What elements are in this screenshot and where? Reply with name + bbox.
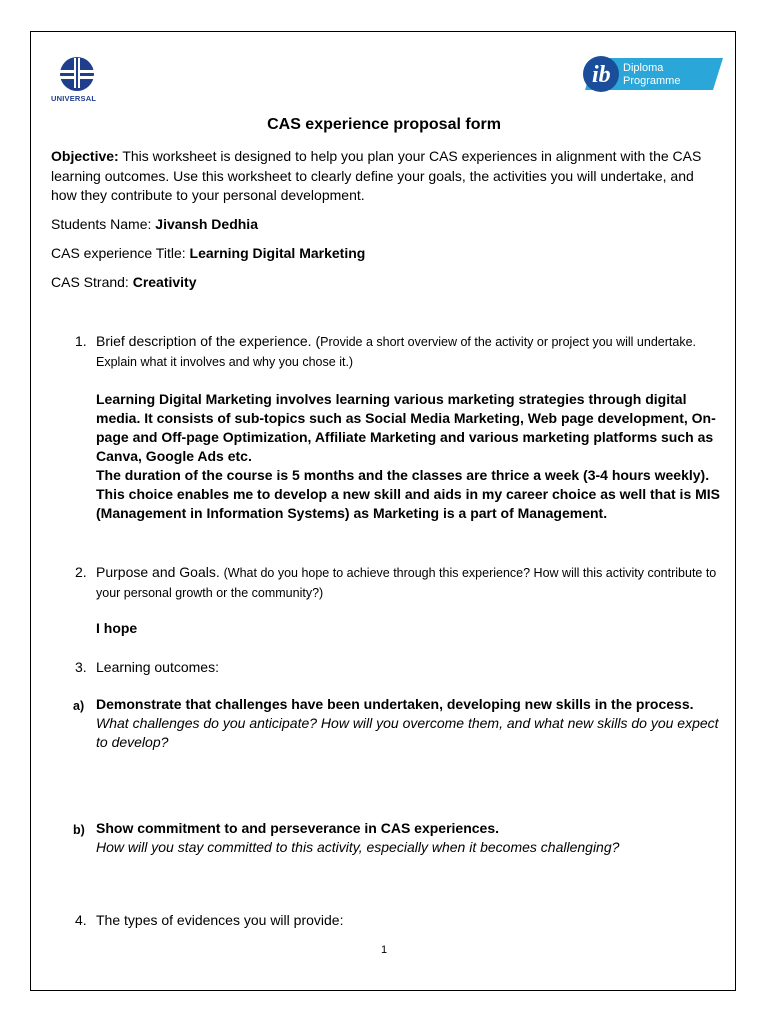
section-2-number: 2. [75, 564, 87, 580]
cas-strand-field [51, 273, 723, 293]
section-1-title: Brief description of the experience. ( [96, 333, 321, 349]
outcome-b-hint: How will you stay committed to this activity, especially when it becomes challenging? [96, 839, 620, 855]
experience-title-field [51, 244, 723, 264]
section-1-answer-para3: This choice enables me to develop a new skill and aids in my career choice as well that is MIS (Management in Information Systems) as Marketing is a part of Management. [96, 486, 721, 521]
page-number: 1 [380, 944, 388, 956]
universal-logo-text: UNIVERSAL [51, 94, 97, 103]
objective-text: This worksheet is designed to help you plan your CAS experiences in alignment with the CAS learning outcomes. Use this worksheet to clearly define your goals, the activities you will undertake, and how they contribute to your personal development. [51, 148, 702, 203]
section-1-hint: Provide a short overview of the activity or project you will undertake. Explain what it involves and why you chose it.) [96, 335, 696, 369]
section-4-title: The types of evidences you will provide: [96, 912, 344, 928]
outcome-b-letter: b) [73, 823, 85, 837]
experience-title-label: CAS experience Title: [51, 245, 190, 261]
page-title: CAS experience proposal form [267, 116, 501, 133]
section-1-heading [96, 332, 726, 372]
objective-label: Objective: [51, 148, 119, 164]
section-2-answer-text: I hope [96, 620, 138, 636]
student-name-value: Jivansh Dedhia [155, 216, 258, 232]
svg-text:Diploma: Diploma [623, 62, 664, 74]
outcome-a-hint: What challenges do you anticipate? How will you overcome them, and what new skills do you expect to develop? [96, 715, 719, 750]
document-page [30, 31, 736, 991]
section-3-number: 3. [75, 659, 87, 675]
experience-title-value: Learning Digital Marketing [189, 245, 366, 261]
section-1-answer-para2: The duration of the course is 5 months and the classes are thrice a week (3-4 hours weekly). [96, 467, 710, 483]
section-3-title: Learning outcomes: [96, 659, 219, 675]
section-4-number: 4. [75, 912, 87, 928]
svg-text:ib: ib [592, 62, 611, 88]
cas-strand-value: Creativity [132, 274, 197, 290]
objective-paragraph [51, 147, 723, 206]
student-name-field [51, 215, 723, 235]
section-2-hint: (What do you hope to achieve through this experience? How will this activity contribute to your personal growth or the community?) [96, 566, 717, 600]
section-2-title: Purpose and Goals. [96, 564, 224, 580]
section-1-answer-para1: Learning Digital Marketing involves learning various marketing strategies through digital media. It consists of sub-topics such as Social Media Marketing, Web page development, On-page and Off-page Optimization, Affiliate Marketing and various marketing platforms such as Canva, Google Ads etc. [96, 391, 716, 464]
ib-diploma-logo [581, 54, 723, 94]
student-name-label: Students Name: [51, 216, 156, 232]
section-2-heading [96, 563, 726, 603]
outcome-a-letter: a) [73, 699, 85, 713]
outcome-a-title: Demonstrate that challenges have been undertaken, developing new skills in the process. [96, 696, 694, 712]
section-1-number: 1. [75, 333, 87, 349]
cas-strand-label: CAS Strand: [51, 274, 133, 290]
svg-text:Programme: Programme [623, 75, 681, 87]
outcome-b-title: Show commitment to and perseverance in CAS experiences. [96, 820, 500, 836]
